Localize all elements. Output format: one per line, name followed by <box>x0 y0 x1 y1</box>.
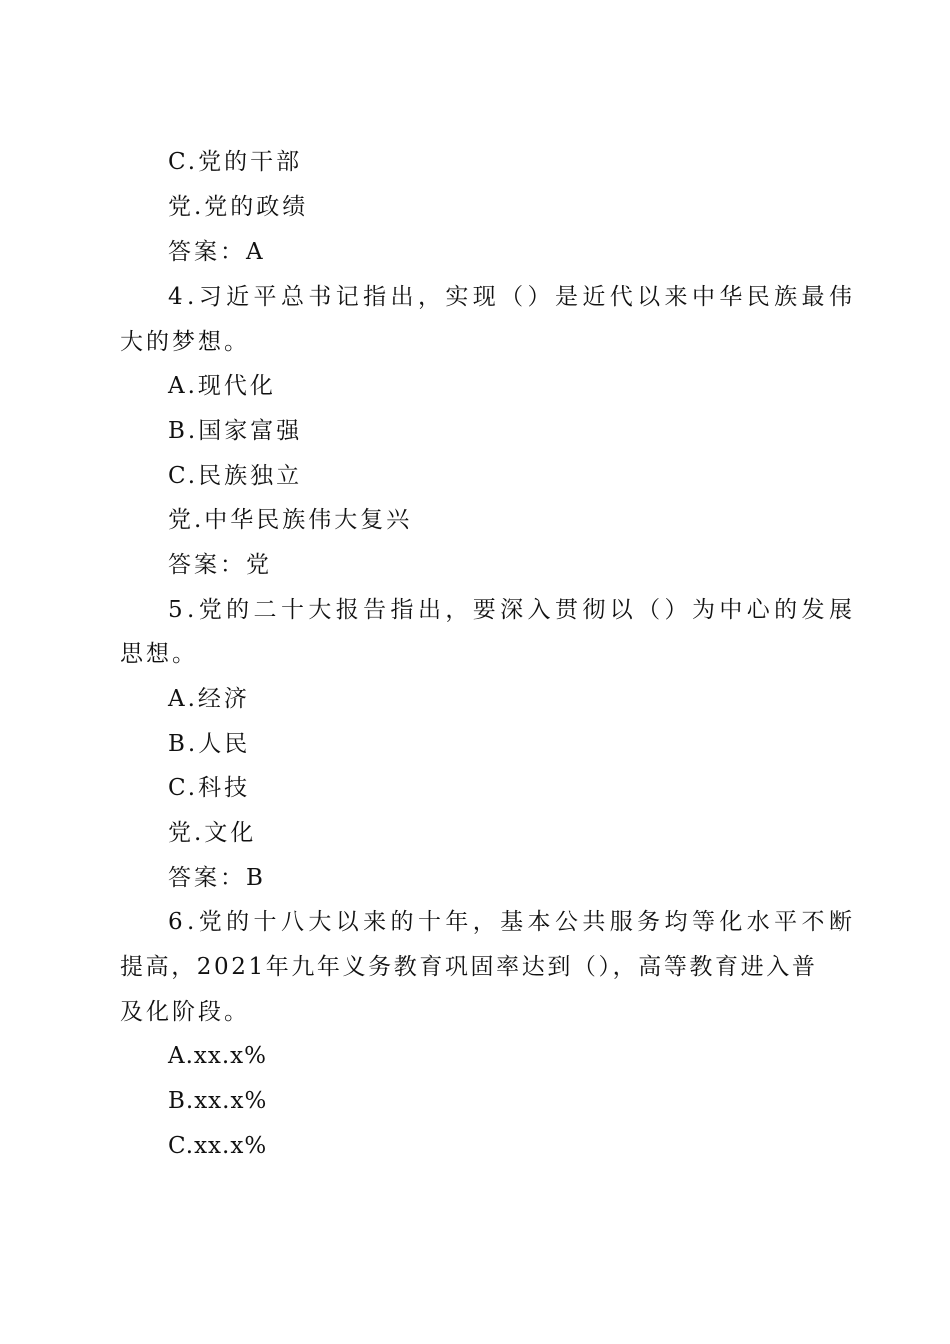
question-4-answer: 答案：党 <box>168 552 272 578</box>
question-6-option-c: C.xx.x% <box>168 1133 268 1159</box>
question-5-option-b: B.人民 <box>168 731 251 757</box>
question-4-option-d: 党.中华民族伟大复兴 <box>168 507 413 533</box>
answer-prev: 答案：A <box>168 239 266 265</box>
question-5-option-d: 党.文化 <box>168 820 257 846</box>
question-4-text-cont: 大的梦想。 <box>120 329 250 355</box>
option-c-prev: C.党的干部 <box>168 149 303 175</box>
question-4-option-b: B.国家富强 <box>168 418 303 444</box>
question-5-text-cont: 思想。 <box>120 641 198 667</box>
question-5-answer: 答案：B <box>168 865 266 891</box>
question-5-option-a: A.经济 <box>168 686 250 712</box>
question-5-option-c: C.科技 <box>168 775 251 801</box>
question-4-option-a: A.现代化 <box>168 373 276 399</box>
question-6-text-cont: 提高，2021年九年义务教育巩固率达到（），高等教育进入普 <box>120 954 818 980</box>
question-5-text: 5.党的二十大报告指出，要深入贯彻以（）为中心的发展 <box>168 597 857 623</box>
question-6-option-a: A.xx.x% <box>168 1043 267 1069</box>
question-4-option-c: C.民族独立 <box>168 463 303 489</box>
question-6-text-cont-2: 及化阶段。 <box>120 999 250 1025</box>
option-d-prev: 党.党的政绩 <box>168 194 309 220</box>
question-4-text: 4.习近平总书记指出，实现（）是近代以来中华民族最伟 <box>168 284 857 310</box>
question-6-text: 6.党的十八大以来的十年，基本公共服务均等化水平不断 <box>168 909 857 935</box>
question-6-option-b: B.xx.x% <box>168 1088 268 1114</box>
